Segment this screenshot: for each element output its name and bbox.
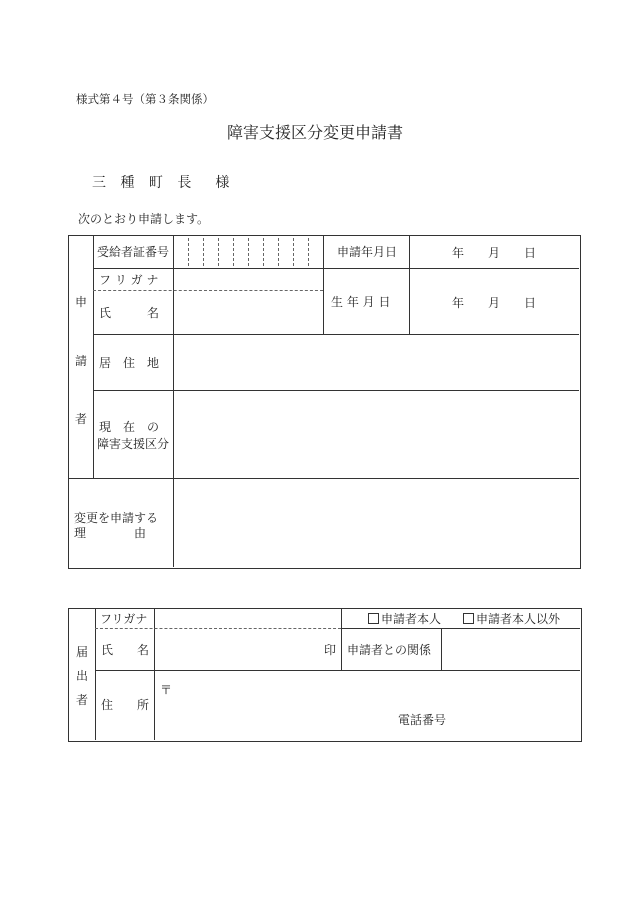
current-category-label-1: 現 在 の <box>99 420 160 434</box>
digit-divider <box>293 238 294 266</box>
phone-label: 電話番号 <box>398 713 447 727</box>
digit-divider <box>308 238 309 266</box>
submitter-table-line <box>341 628 580 629</box>
current-category-label-2: 障害支援区分 <box>97 437 170 451</box>
submitter-furigana-divider <box>95 628 341 629</box>
submitter-side-label-3: 者 <box>75 693 88 707</box>
digit-divider <box>203 238 204 266</box>
birth-date-value[interactable]: 年 月 日 <box>452 296 537 310</box>
form-reference: 様式第４号（第３条関係） <box>76 92 214 106</box>
digit-divider <box>278 238 279 266</box>
reason-label-1: 変更を申請する <box>74 511 159 525</box>
submitter-name-label: 氏 名 <box>101 643 150 657</box>
submitter-table-line <box>95 670 580 671</box>
applicant-table-line <box>93 268 579 269</box>
applicant-table-line <box>93 334 579 335</box>
intro-text: 次のとおり申請します。 <box>78 212 210 226</box>
applicant-side-label-2: 請 <box>74 354 87 368</box>
addressee: 三 種 町 長 様 <box>92 175 235 191</box>
submitter-furigana-label: フリガナ <box>100 612 148 626</box>
digit-divider <box>263 238 264 266</box>
seal-mark: 印 <box>324 643 337 657</box>
checkbox-other[interactable] <box>463 613 474 624</box>
checkbox-self[interactable] <box>368 613 379 624</box>
name-label: 氏 名 <box>99 306 160 320</box>
address-label: 居 住 地 <box>99 356 160 370</box>
postal-mark: 〒 <box>160 683 173 697</box>
applicant-side-label-3: 者 <box>74 412 87 426</box>
option-other-label: 申請者本人以外 <box>476 612 561 626</box>
submitter-side-label-1: 届 <box>75 645 88 659</box>
applicant-table-line <box>173 235 174 567</box>
applicant-table-line <box>68 478 579 479</box>
reason-label-2: 理 由 <box>74 526 147 540</box>
digit-divider <box>233 238 234 266</box>
recipient-id-label: 受給者証番号 <box>97 245 170 259</box>
digit-divider <box>188 238 189 266</box>
applicant-table-line <box>93 235 94 478</box>
submitter-table-line <box>341 608 342 670</box>
birth-date-label: 生 年 月 日 <box>331 295 391 309</box>
application-date-label: 申請年月日 <box>337 245 398 259</box>
furigana-label: フ リ ガ ナ <box>99 273 159 287</box>
relation-label: 申請者との関係 <box>347 643 432 657</box>
applicant-table-line <box>323 235 324 334</box>
document-title: 障害支援区分変更申請書 <box>226 123 403 142</box>
option-other[interactable] <box>463 612 560 626</box>
submitter-side-label-2: 出 <box>75 669 88 683</box>
digit-divider <box>248 238 249 266</box>
option-self[interactable] <box>368 612 441 626</box>
application-date-value[interactable]: 年 月 日 <box>452 246 537 260</box>
applicant-table-line <box>409 235 410 334</box>
digit-divider <box>218 238 219 266</box>
option-self-label: 申請者本人 <box>381 612 442 626</box>
furigana-divider <box>93 290 323 291</box>
submitter-table-line <box>441 628 442 670</box>
submitter-address-label: 住 所 <box>101 698 150 712</box>
applicant-table-line <box>93 390 579 391</box>
applicant-side-label-1: 申 <box>74 295 87 309</box>
